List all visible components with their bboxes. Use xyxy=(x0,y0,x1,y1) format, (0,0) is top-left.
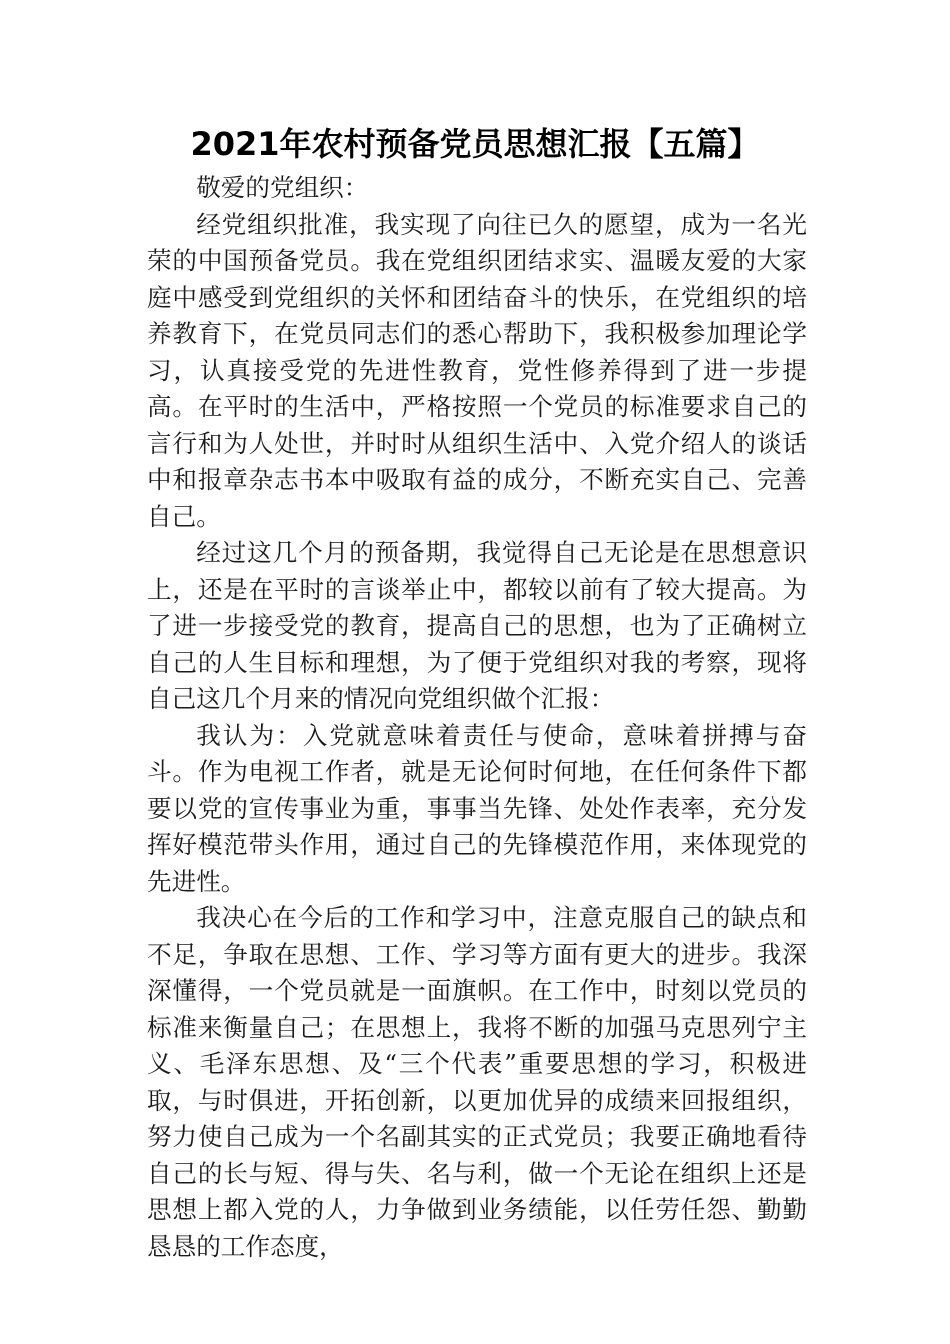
paragraph-2: 经过这几个月的预备期，我觉得自己无论是在思想意识上，还是在平时的言谈举止中，都较以前有了较大提高。为了进一步接受党的教育，提高自己的思想，也为了正确树立自己的人生目标和理想，为了便于党组织对我的考察，现将自己这几个月来的情况向党组织做个汇报： xyxy=(147,538,807,713)
document-title: 2021年农村预备党员思想汇报【五篇】 xyxy=(190,125,760,163)
paragraph-1: 经党组织批准，我实现了向往已久的愿望，成为一名光荣的中国预备党员。我在党组织团结求实、温暖友爱的大家庭中感受到党组织的关怀和团结奋斗的快乐，在党组织的培养教育下，在党员同志们的悉心帮助下，我积极参加理论学习，认真接受党的先进性教育，党性修养得到了进一步提高。在平时的生活中，严格按照一个党员的标准要求自己的言行和为人处世，并时时从组织生活中、入党介绍人的谈话中和报章杂志书本中吸取有益的成分，不断充实自己、完善自己。 xyxy=(147,209,807,531)
salutation: 敬爱的党组织： xyxy=(196,173,369,202)
document-body xyxy=(147,170,807,1265)
paragraph-4: 我决心在今后的工作和学习中，注意克服自己的缺点和不足，争取在思想、工作、学习等方面有更大的进步。我深深懂得，一个党员就是一面旗帜。在工作中，时刻以党员的标准来衡量自己；在思想上，我将不断的加强马克思列宁主义、毛泽东思想、及“三个代表”重要思想的学习，积极进取，与时俱进，开拓创新，以更加优异的成绩来回报组织，努力使自己成为一个名副其实的正式党员；我要正确地看待自己的长与短、得与失、名与利，做一个无论在组织上还是思想上都入党的人，力争做到业务绩能，以任劳任怨、勤勤恳恳的工作态度， xyxy=(147,903,807,1261)
paragraph-3: 我认为：入党就意味着责任与使命，意味着拼搏与奋斗。作为电视工作者，就是无论何时何地，在任何条件下都要以党的宣传事业为重，事事当先锋、处处作表率，充分发挥好模范带头作用，通过自己的先锋模范作用，来体现党的先进性。 xyxy=(147,720,807,896)
